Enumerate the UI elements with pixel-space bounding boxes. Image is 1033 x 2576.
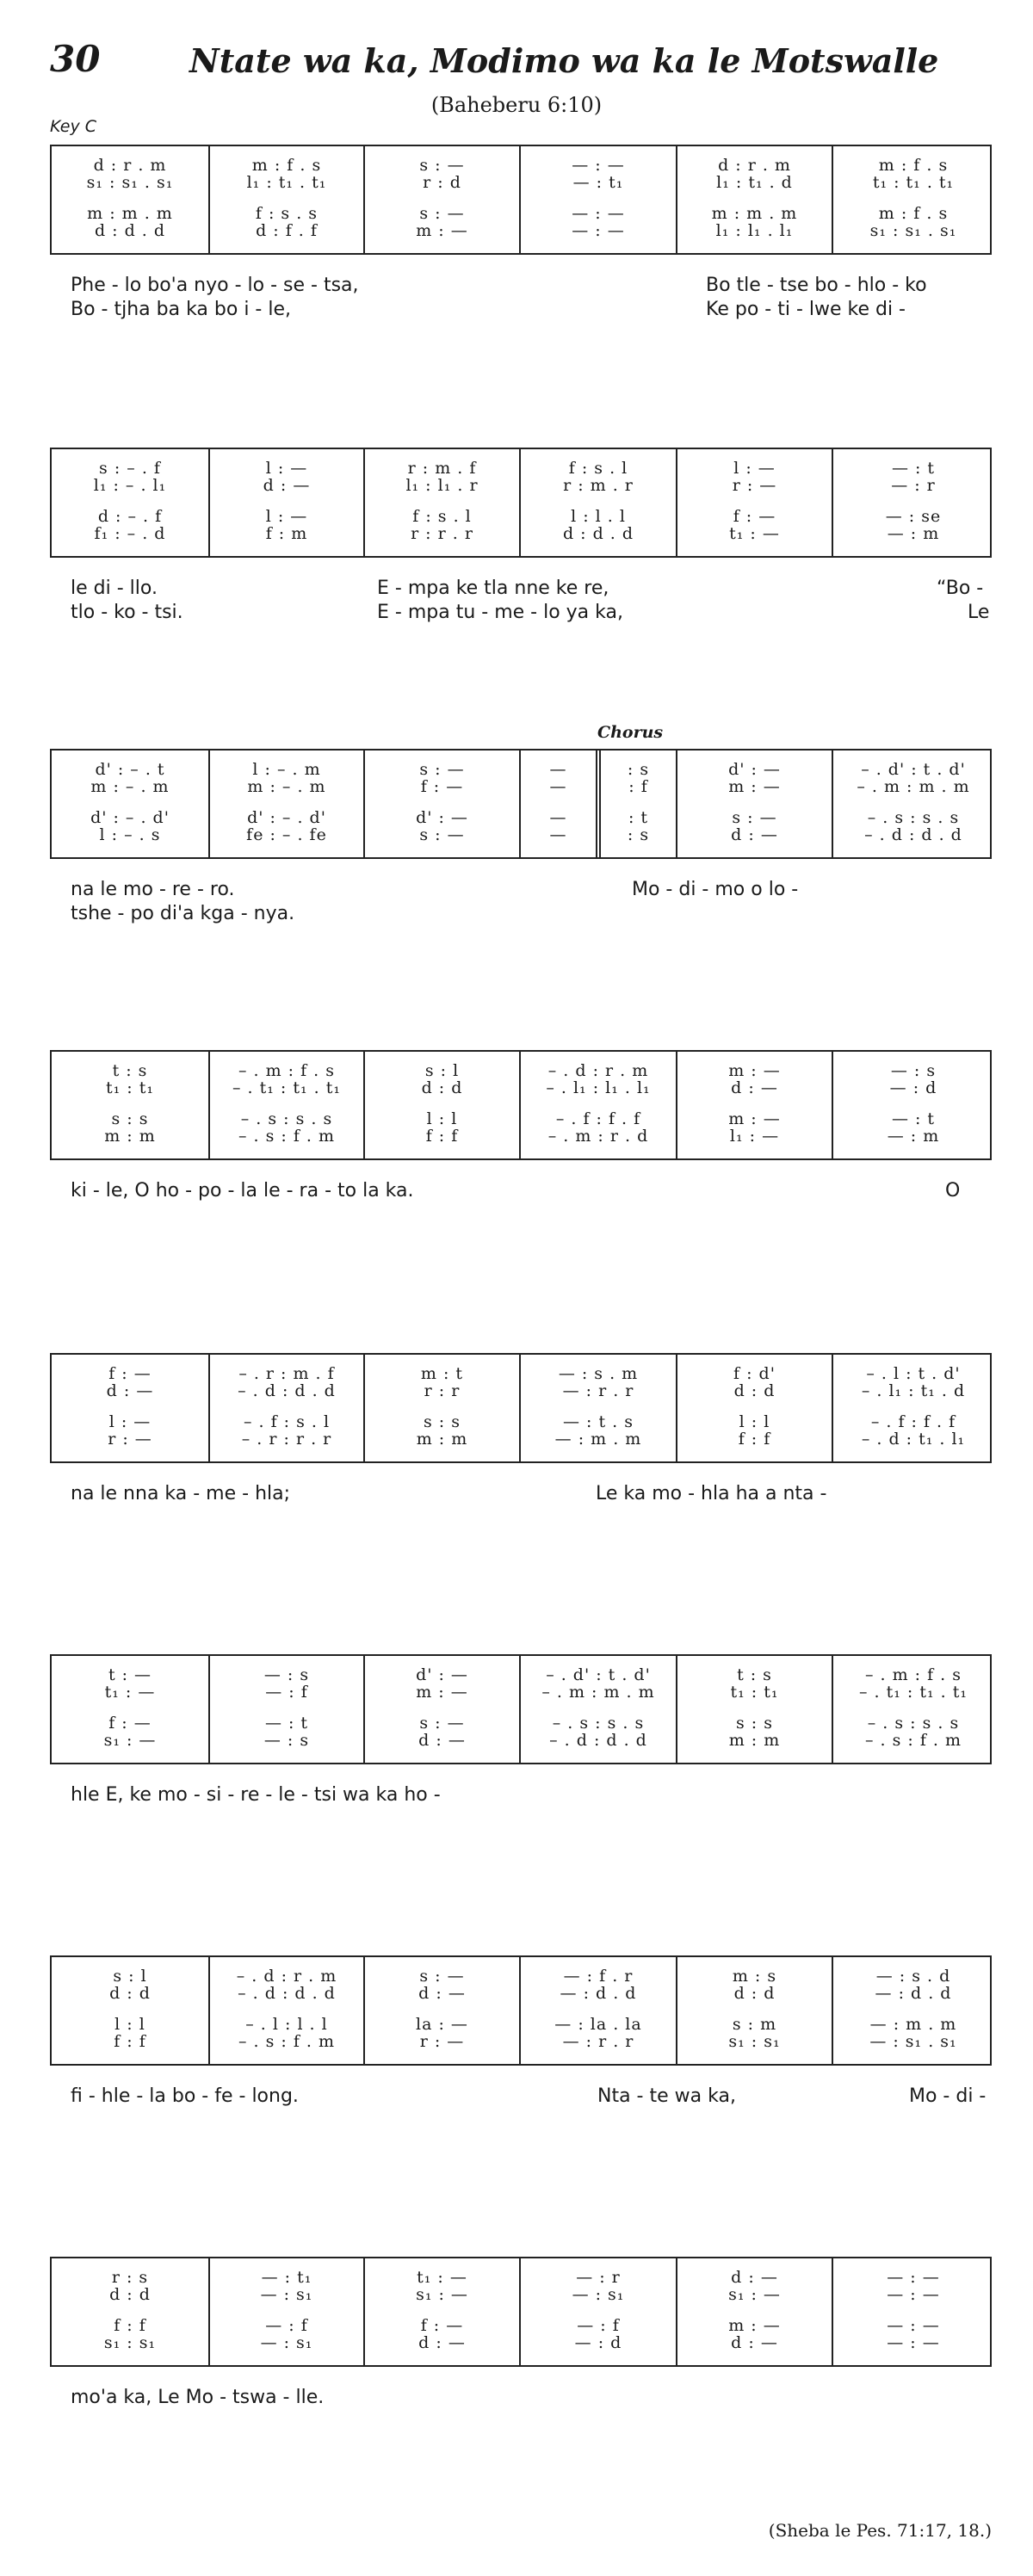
soprano-notes: m : f . s <box>878 156 949 175</box>
bass-notes: d : — <box>418 2333 466 2352</box>
tenor-notes: l : l <box>114 2015 145 2034</box>
bass-notes: s₁ : s₁ <box>103 2333 157 2352</box>
soprano-notes: – . l : t . d' <box>866 1364 961 1383</box>
alto-notes: – . t₁ : t₁ . t₁ <box>232 1078 341 1097</box>
soprano-notes: r : m . f <box>407 459 477 478</box>
soprano-notes: — : t <box>891 459 936 478</box>
solfa-staff <box>50 1955 992 2066</box>
scripture-reference: (Baheberu 6:10) <box>430 93 603 117</box>
alto-notes: r : r <box>424 1381 461 1400</box>
soprano-notes: t : s <box>737 1665 772 1684</box>
bass-notes: — : s₁ . s₁ <box>869 2032 957 2051</box>
soprano-notes: d' : — <box>416 1665 468 1684</box>
lyrics <box>50 577 992 628</box>
alto-notes: r : — <box>732 476 777 495</box>
bass-notes: — : s <box>263 1731 310 1750</box>
measure <box>832 1355 993 1461</box>
alto-notes: — : d . d <box>875 1984 952 2003</box>
tenor-notes: f : — <box>733 507 776 526</box>
tenor-notes: s : — <box>419 1714 465 1733</box>
measure <box>363 751 519 857</box>
alto-notes: — : d . d <box>560 1984 637 2003</box>
tenor-notes: s : m <box>732 2015 777 2034</box>
measure <box>519 1052 676 1158</box>
alto-notes: s₁ : — <box>416 2285 468 2304</box>
alto-notes: — : s₁ <box>572 2285 625 2304</box>
soprano-notes: m : t <box>420 1364 464 1383</box>
soprano-notes: — : r <box>576 2268 621 2287</box>
measure <box>363 1052 519 1158</box>
alto-notes: l₁ : t₁ . d <box>716 173 793 192</box>
alto-notes: m : — <box>728 777 781 796</box>
measure <box>519 146 676 253</box>
music-system <box>50 2257 992 2437</box>
bass-notes: f : m <box>265 524 308 543</box>
footnote: (Sheba le Pes. 71:17, 18.) <box>768 2520 992 2541</box>
soprano-notes: t : — <box>108 1665 152 1684</box>
bass-notes: l : – . s <box>99 825 161 844</box>
alto-notes: d : — <box>731 1078 778 1097</box>
bass-notes: l₁ : l₁ . l₁ <box>715 221 794 240</box>
soprano-notes: s : — <box>419 156 465 175</box>
measure <box>832 1052 993 1158</box>
bass-notes: – . r : r . r <box>241 1430 332 1449</box>
lyric-segment: mo'a ka, Le Mo - tswa - lle. <box>71 2387 325 2408</box>
measure <box>208 449 363 556</box>
tenor-notes: f : — <box>108 1714 152 1733</box>
tenor-notes: s : s <box>736 1714 773 1733</box>
lyric-segment: na le mo - re - ro. <box>71 879 235 900</box>
tenor-notes: m : — <box>728 2316 781 2335</box>
solfa-staff <box>50 749 992 859</box>
measure <box>519 449 676 556</box>
tenor-notes: l : — <box>108 1412 152 1431</box>
bass-notes: – . s : f . m <box>238 2032 336 2051</box>
hymn-number: 30 <box>50 38 101 80</box>
bass-notes: – . d : t₁ . l₁ <box>861 1430 966 1449</box>
tenor-notes: f : s . s <box>255 204 319 223</box>
alto-notes: d : d <box>109 2285 151 2304</box>
tenor-notes: – . s : s . s <box>867 1714 960 1733</box>
measure <box>676 1957 832 2064</box>
lyrics <box>50 1783 992 1835</box>
measure <box>52 1957 208 2064</box>
measure <box>52 751 208 857</box>
bass-notes: s₁ : s₁ . s₁ <box>869 221 957 240</box>
lyric-segment: Mo - di - mo o lo - <box>632 879 799 900</box>
tenor-notes: d' : – . d' <box>247 808 326 827</box>
tenor-notes: – . f : s . l <box>243 1412 331 1431</box>
soprano-notes: — : s <box>890 1061 937 1080</box>
measure <box>832 1656 993 1763</box>
soprano-notes: s : — <box>419 1967 465 1986</box>
lyric-segment: Phe - lo bo'a nyo - lo - se - tsa, <box>71 275 359 296</box>
solfa-staff <box>50 1050 992 1160</box>
alto-notes: t₁ : t₁ . t₁ <box>872 173 955 192</box>
alto-notes: d : d <box>421 1078 463 1097</box>
soprano-notes: d : — <box>731 2268 778 2287</box>
tenor-notes: la : — <box>416 2015 468 2034</box>
tenor-notes: – . s : s . s <box>867 808 960 827</box>
alto-notes: – . d : d . d <box>238 1984 336 2003</box>
alto-notes: – . l₁ : l₁ . l₁ <box>546 1078 651 1097</box>
lyric-segment: Bo - tjha ba ka bo i - le, <box>71 299 291 320</box>
bass-notes: s₁ : s₁ <box>728 2032 781 2051</box>
tenor-notes: — : se <box>885 507 942 526</box>
tenor-notes: s : — <box>732 808 777 827</box>
measure <box>832 1957 993 2064</box>
soprano-notes: l : — <box>265 459 308 478</box>
lyric-segment: Le ka mo - hla ha a nta - <box>596 1483 827 1504</box>
bass-notes: m : — <box>416 221 468 240</box>
lyric-segment: fi - hle - la bo - fe - long. <box>71 2085 299 2107</box>
bass-notes: t₁ : — <box>729 524 780 543</box>
measure <box>208 1656 363 1763</box>
measure <box>596 751 676 857</box>
bass-notes: d : d . d <box>94 221 166 240</box>
lyrics <box>50 274 992 325</box>
bass-notes: – . s : f . m <box>238 1127 336 1146</box>
alto-notes: d : d <box>733 1381 776 1400</box>
tenor-notes: m : — <box>728 1109 781 1128</box>
alto-notes: t₁ : t₁ <box>106 1078 154 1097</box>
bass-notes: d : — <box>731 2333 778 2352</box>
alto-notes: d : — <box>106 1381 154 1400</box>
soprano-notes: f : — <box>108 1364 152 1383</box>
bass-notes: f : f <box>425 1127 459 1146</box>
tenor-notes: — : la . la <box>554 2015 642 2034</box>
soprano-notes: d' : – . t <box>95 760 165 779</box>
lyric-segment: tshe - po di'a kga - nya. <box>71 903 295 924</box>
tenor-notes: m : f . s <box>878 204 949 223</box>
alto-notes: — : r <box>891 476 936 495</box>
solfa-staff <box>50 1654 992 1764</box>
bass-notes: — : m <box>887 1127 940 1146</box>
bass-notes: d : — <box>418 1731 466 1750</box>
bass-notes: d : f . f <box>256 221 318 240</box>
measure <box>676 449 832 556</box>
measure <box>363 1656 519 1763</box>
bass-notes: — : r . r <box>562 2032 634 2051</box>
hymn-title: Ntate wa ka, Modimo wa ka le Motswalle <box>189 41 939 80</box>
soprano-notes: — : — <box>572 156 625 175</box>
soprano-notes: l : – . m <box>252 760 321 779</box>
soprano-notes: – . m : f . s <box>864 1665 962 1684</box>
bass-notes: – . d : d . d <box>864 825 962 844</box>
tenor-notes: – . s : s . s <box>552 1714 645 1733</box>
soprano-notes: — : f . r <box>563 1967 634 1986</box>
lyric-segment: Bo tle - tse bo - hlo - ko <box>706 275 927 296</box>
alto-notes: m : — <box>416 1683 468 1702</box>
soprano-notes: r : s <box>111 2268 149 2287</box>
lyric-segment: hle E, ke mo - si - re - le - tsi wa ka ho - <box>71 1784 441 1806</box>
measure <box>52 449 208 556</box>
measure <box>519 2258 676 2365</box>
soprano-notes: d : r . m <box>93 156 167 175</box>
tenor-notes: — : t <box>891 1109 936 1128</box>
bass-notes: fe : – . fe <box>246 825 327 844</box>
tenor-notes: — : f <box>265 2316 308 2335</box>
soprano-notes: l : — <box>733 459 776 478</box>
soprano-notes: – . r : m . f <box>238 1364 335 1383</box>
bass-notes: s : — <box>419 825 465 844</box>
measure <box>519 1656 676 1763</box>
soprano-notes: — : s <box>263 1665 310 1684</box>
measure <box>52 1052 208 1158</box>
alto-notes: – . d : d . d <box>238 1381 336 1400</box>
alto-notes: d : — <box>263 476 311 495</box>
alto-notes: – . m : m . m <box>541 1683 655 1702</box>
bass-notes: — : s₁ <box>260 2333 313 2352</box>
alto-notes: m : – . m <box>90 777 170 796</box>
alto-notes: m : – . m <box>247 777 326 796</box>
measure <box>208 1052 363 1158</box>
soprano-notes: t : s <box>112 1061 148 1080</box>
music-system <box>50 723 992 930</box>
measure <box>52 1656 208 1763</box>
bass-notes: m : m <box>728 1731 781 1750</box>
soprano-notes: — : t₁ <box>261 2268 312 2287</box>
tenor-notes: d' : — <box>416 808 468 827</box>
soprano-notes: d : r . m <box>718 156 791 175</box>
tenor-notes: l : l <box>739 1412 770 1431</box>
tenor-notes: – . l : l . l <box>245 2015 328 2034</box>
bass-notes: s₁ : — <box>103 1731 157 1750</box>
bass-notes: — : — <box>887 2333 940 2352</box>
bass-notes: — : m . m <box>554 1430 642 1449</box>
lyric-segment: “Bo - <box>937 578 984 599</box>
measure <box>676 751 832 857</box>
alto-notes: d : d <box>109 1984 151 2003</box>
tenor-notes: f : f <box>114 2316 146 2335</box>
tenor-notes: : t <box>628 808 649 827</box>
lyric-segment: Mo - di - <box>909 2085 987 2107</box>
tenor-notes: — : — <box>887 2316 940 2335</box>
bass-notes: — : m <box>887 524 940 543</box>
soprano-notes: — <box>549 760 567 779</box>
bass-notes: m : m <box>416 1430 468 1449</box>
lyric-segment: E - mpa ke tla nne ke re, <box>377 578 609 599</box>
measure <box>832 146 993 253</box>
key-signature-label: Key C <box>50 117 97 136</box>
lyric-segment: E - mpa tu - me - lo ya ka, <box>377 602 623 623</box>
lyric-segment: Le <box>968 602 990 623</box>
tenor-notes: f : — <box>420 2316 464 2335</box>
alto-notes: — : d <box>889 1078 937 1097</box>
soprano-notes: : s <box>627 760 650 779</box>
soprano-notes: f : d' <box>733 1364 776 1383</box>
solfa-staff <box>50 145 992 255</box>
lyrics <box>50 2386 992 2437</box>
measure <box>52 2258 208 2365</box>
lyric-segment: Ke po - ti - lwe ke di - <box>706 299 906 320</box>
measure <box>52 146 208 253</box>
measure <box>363 449 519 556</box>
tenor-notes: s : s <box>111 1109 149 1128</box>
measure <box>676 1355 832 1461</box>
tenor-notes: m : m . m <box>711 204 798 223</box>
bass-notes: r : r . r <box>411 524 473 543</box>
bass-notes: r : — <box>419 2032 465 2051</box>
chorus-label: Chorus <box>597 723 664 742</box>
lyric-segment: O <box>945 1180 961 1202</box>
alto-notes: s₁ : s₁ . s₁ <box>86 173 174 192</box>
measure <box>832 449 993 556</box>
music-system <box>50 448 992 628</box>
soprano-notes: f : s . l <box>568 459 628 478</box>
tenor-notes: — <box>549 808 567 827</box>
alto-notes: — <box>549 777 567 796</box>
lyric-segment: tlo - ko - tsi. <box>71 602 183 623</box>
soprano-notes: – . m : f . s <box>238 1061 336 1080</box>
tenor-notes: s : s <box>424 1412 461 1431</box>
alto-notes: s₁ : — <box>728 2285 781 2304</box>
tenor-notes: – . s : s . s <box>240 1109 333 1128</box>
alto-notes: – . t₁ : t₁ . t₁ <box>859 1683 968 1702</box>
solfa-staff <box>50 2257 992 2367</box>
bass-notes: m : m <box>104 1127 156 1146</box>
alto-notes: t₁ : — <box>104 1683 156 1702</box>
bass-notes: – . m : r . d <box>547 1127 649 1146</box>
alto-notes: d : d <box>733 1984 776 2003</box>
lyric-segment: na le nna ka - me - hla; <box>71 1483 291 1504</box>
soprano-notes: s : l <box>113 1967 147 1986</box>
lyrics <box>50 1482 992 1534</box>
music-system <box>50 145 992 325</box>
soprano-notes: m : f . s <box>251 156 322 175</box>
soprano-notes: — : s . m <box>558 1364 639 1383</box>
measure <box>208 1355 363 1461</box>
tenor-notes: — : f <box>577 2316 620 2335</box>
measure <box>208 1957 363 2064</box>
bass-notes: d : — <box>731 825 778 844</box>
soprano-notes: s : — <box>419 760 465 779</box>
music-system <box>50 1654 992 1835</box>
measure <box>363 2258 519 2365</box>
soprano-notes: t₁ : — <box>417 2268 467 2287</box>
lyrics <box>50 1179 992 1231</box>
measure <box>519 1957 676 2064</box>
alto-notes: – . l₁ : t₁ . d <box>861 1381 966 1400</box>
soprano-notes: – . d' : t . d' <box>861 760 966 779</box>
lyrics <box>50 2085 992 2136</box>
lyric-segment: le di - llo. <box>71 578 158 599</box>
tenor-notes: d : – . f <box>97 507 163 526</box>
solfa-staff <box>50 448 992 558</box>
soprano-notes: – . d : r . m <box>236 1967 337 1986</box>
bass-notes: — : d <box>574 2333 622 2352</box>
soprano-notes: — : s . d <box>875 1967 951 1986</box>
measure <box>676 1052 832 1158</box>
alto-notes: d : — <box>418 1984 466 2003</box>
bass-notes: r : — <box>108 1430 152 1449</box>
tenor-notes: l : l <box>426 1109 458 1128</box>
soprano-notes: – . d : r . m <box>547 1061 649 1080</box>
tenor-notes: m : m . m <box>87 204 173 223</box>
tenor-notes: s : — <box>419 204 465 223</box>
measure <box>832 2258 993 2365</box>
solfa-staff <box>50 1353 992 1463</box>
bass-notes: — : — <box>572 221 625 240</box>
bass-notes: l₁ : — <box>729 1127 780 1146</box>
tenor-notes: — : m . m <box>869 2015 957 2034</box>
bass-notes: d : d . d <box>562 524 634 543</box>
bass-notes: – . s : f . m <box>864 1731 962 1750</box>
alto-notes: — : t₁ <box>572 173 624 192</box>
alto-notes: r : m . r <box>563 476 634 495</box>
alto-notes: – . m : m . m <box>857 777 970 796</box>
alto-notes: : f <box>628 777 648 796</box>
lyric-segment: ki - le, O ho - po - la le - ra - to la ka. <box>71 1180 414 1202</box>
tenor-notes: – . f : f . f <box>870 1412 956 1431</box>
soprano-notes: s : l <box>424 1061 460 1080</box>
measure <box>208 146 363 253</box>
tenor-notes: — : t . s <box>563 1412 634 1431</box>
measure <box>208 2258 363 2365</box>
measure <box>363 1355 519 1461</box>
bass-notes: f : f <box>114 2032 146 2051</box>
alto-notes: r : d <box>423 173 461 192</box>
measure <box>676 146 832 253</box>
soprano-notes: m : s <box>732 1967 777 1986</box>
alto-notes: l₁ : t₁ . t₁ <box>246 173 327 192</box>
measure <box>676 1656 832 1763</box>
alto-notes: t₁ : t₁ <box>730 1683 779 1702</box>
alto-notes: f : — <box>420 777 464 796</box>
tenor-notes: f : s . l <box>412 507 472 526</box>
soprano-notes: d' : — <box>728 760 781 779</box>
music-system <box>50 1353 992 1534</box>
measure <box>363 146 519 253</box>
tenor-notes: l : — <box>265 507 308 526</box>
measure <box>519 1355 676 1461</box>
soprano-notes: m : — <box>728 1061 781 1080</box>
tenor-notes: — : t <box>264 1714 309 1733</box>
tenor-notes: – . f : f . f <box>555 1109 641 1128</box>
measure <box>832 751 993 857</box>
measure <box>363 1957 519 2064</box>
alto-notes: — : f <box>265 1683 308 1702</box>
bass-notes: : s <box>627 825 650 844</box>
measure <box>676 2258 832 2365</box>
alto-notes: — : — <box>887 2285 940 2304</box>
alto-notes: l₁ : l₁ . r <box>405 476 479 495</box>
lyric-segment: Nta - te wa ka, <box>597 2085 736 2107</box>
soprano-notes: s : – . f <box>99 459 161 478</box>
measure <box>519 751 596 857</box>
measure <box>208 751 363 857</box>
tenor-notes: d' : – . d' <box>90 808 170 827</box>
music-system <box>50 1050 992 1231</box>
bass-notes: – . d : d . d <box>549 1731 647 1750</box>
alto-notes: — : r . r <box>562 1381 634 1400</box>
soprano-notes: – . d' : t . d' <box>546 1665 651 1684</box>
soprano-notes: — : — <box>887 2268 940 2287</box>
tenor-notes: — : — <box>572 204 625 223</box>
bass-notes: f₁ : – . d <box>94 524 166 543</box>
measure <box>52 1355 208 1461</box>
music-system <box>50 1955 992 2136</box>
tenor-notes: l : l . l <box>571 507 626 526</box>
bass-notes: f : f <box>738 1430 771 1449</box>
alto-notes: l₁ : – . l₁ <box>93 476 167 495</box>
hymn-header <box>0 0 1033 138</box>
alto-notes: — : s₁ <box>260 2285 313 2304</box>
lyrics <box>50 878 992 930</box>
bass-notes: — <box>549 825 567 844</box>
